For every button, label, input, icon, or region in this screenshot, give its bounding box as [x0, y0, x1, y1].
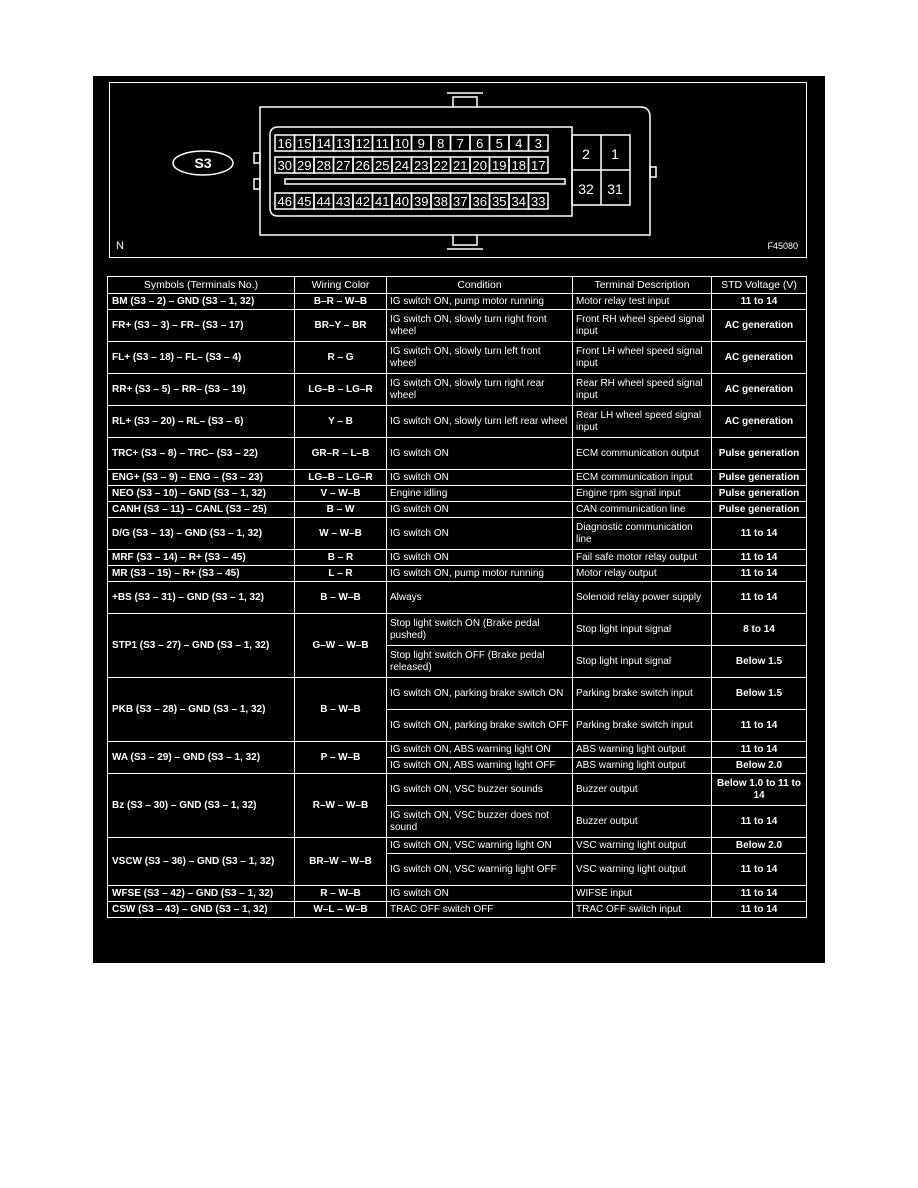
terminal-description-cell: Motor relay test input	[573, 294, 712, 310]
table-row	[108, 774, 807, 806]
terminal-number: 23	[414, 158, 429, 173]
wiring-color-cell: BR–Y – BR	[295, 310, 387, 342]
std-voltage-cell: 11 to 14	[712, 518, 807, 550]
std-voltage-cell: Below 1.0 to 11 to 14	[712, 774, 807, 806]
condition-cell: IG switch ON, VSC buzzer does not sound	[387, 806, 573, 838]
wiring-color-cell: LG–B – LG–R	[295, 374, 387, 406]
latch-bottom	[453, 235, 477, 245]
header-condition: Condition	[387, 277, 573, 294]
wiring-color-cell: BR–W – W–B	[295, 838, 387, 886]
symbol-cell: STP1 (S3 – 27) – GND (S3 – 1, 32)	[108, 614, 295, 678]
terminal-number: 38	[433, 194, 448, 209]
std-voltage-cell: 11 to 14	[712, 806, 807, 838]
terminal-number: 26	[355, 158, 370, 173]
terminal-number: 22	[433, 158, 448, 173]
side-key-left-2	[254, 179, 260, 189]
table-body	[108, 294, 807, 918]
terminal-number: 11	[375, 136, 389, 151]
terminal-number: 6	[476, 136, 484, 151]
symbol-cell: WFSE (S3 – 42) – GND (S3 – 1, 32)	[108, 886, 295, 902]
condition-cell: IG switch ON	[387, 550, 573, 566]
std-voltage-cell: 11 to 14	[712, 710, 807, 742]
std-voltage-cell: 8 to 14	[712, 614, 807, 646]
condition-cell: IG switch ON, slowly turn left rear wheel	[387, 406, 573, 438]
figure-id: F45080	[767, 241, 798, 251]
table-row	[108, 438, 807, 470]
symbol-cell: PKB (S3 – 28) – GND (S3 – 1, 32)	[108, 678, 295, 742]
terminal-number: 9	[417, 136, 425, 151]
terminal-number: 10	[394, 136, 409, 151]
terminal-description-cell: Engine rpm signal input	[573, 486, 712, 502]
terminal-number: 37	[453, 194, 468, 209]
table-row	[108, 406, 807, 438]
table-row	[108, 582, 807, 614]
condition-cell: IG switch ON	[387, 886, 573, 902]
terminal-number: 33	[531, 194, 546, 209]
table-row	[108, 502, 807, 518]
terminal-number: 24	[394, 158, 409, 173]
std-voltage-cell: 11 to 14	[712, 582, 807, 614]
terminal-description-cell: Front RH wheel speed signal input	[573, 310, 712, 342]
terminal-number: 17	[531, 158, 546, 173]
table-row	[108, 678, 807, 710]
terminal-number: 40	[394, 194, 409, 209]
terminal-number: 21	[453, 158, 468, 173]
table-row	[108, 550, 807, 566]
table-row	[108, 294, 807, 310]
wiring-color-cell: R – G	[295, 342, 387, 374]
terminal-number: 7	[456, 136, 464, 151]
terminal-number: 36	[472, 194, 487, 209]
terminal-number: 3	[534, 136, 542, 151]
wiring-color-cell: R–W – W–B	[295, 774, 387, 838]
symbol-cell: MRF (S3 – 14) – R+ (S3 – 45)	[108, 550, 295, 566]
symbol-cell: NEO (S3 – 10) – GND (S3 – 1, 32)	[108, 486, 295, 502]
terminal-number: 12	[355, 136, 370, 151]
symbol-cell: +BS (S3 – 31) – GND (S3 – 1, 32)	[108, 582, 295, 614]
side-key-right	[650, 167, 656, 177]
terminal-number: 45	[297, 194, 312, 209]
wiring-color-cell: G–W – W–B	[295, 614, 387, 678]
table-row	[108, 838, 807, 854]
wiring-color-cell: L – R	[295, 566, 387, 582]
header-std-voltage: STD Voltage (V)	[712, 277, 807, 294]
terminal-description-cell: ABS warning light output	[573, 758, 712, 774]
terminal-description-cell: ECM communication output	[573, 438, 712, 470]
terminal-number: 20	[472, 158, 487, 173]
symbol-cell: Bz (S3 – 30) – GND (S3 – 1, 32)	[108, 774, 295, 838]
header-wiring-color: Wiring Color	[295, 277, 387, 294]
condition-cell: IG switch ON, VSC warning light ON	[387, 838, 573, 854]
terminal-number: 39	[414, 194, 429, 209]
std-voltage-cell: Pulse generation	[712, 502, 807, 518]
terminal-description-cell: Stop light input signal	[573, 614, 712, 646]
terminal-description-cell: CAN communication line	[573, 502, 712, 518]
table-row	[108, 486, 807, 502]
terminal-number: 4	[515, 136, 523, 151]
terminal-number: 29	[297, 158, 312, 173]
power-terminal-number: 32	[578, 181, 594, 197]
terminal-description-cell: Stop light input signal	[573, 646, 712, 678]
std-voltage-cell: AC generation	[712, 342, 807, 374]
std-voltage-cell: 11 to 14	[712, 566, 807, 582]
terminal-description-cell: VSC warning light output	[573, 838, 712, 854]
terminal-table	[107, 276, 807, 918]
condition-cell: IG switch ON, VSC warning light OFF	[387, 854, 573, 886]
table-row	[108, 470, 807, 486]
std-voltage-cell: Pulse generation	[712, 438, 807, 470]
terminal-number: 42	[355, 194, 370, 209]
terminal-description-cell: TRAC OFF switch input	[573, 902, 712, 918]
terminal-description-cell: ECM communication input	[573, 470, 712, 486]
condition-cell: IG switch ON	[387, 502, 573, 518]
terminal-number: 16	[277, 136, 292, 151]
condition-cell: IG switch ON	[387, 518, 573, 550]
terminal-number: 41	[375, 194, 390, 209]
condition-cell: IG switch ON, VSC buzzer sounds	[387, 774, 573, 806]
condition-cell: IG switch ON, parking brake switch OFF	[387, 710, 573, 742]
std-voltage-cell: Below 1.5	[712, 678, 807, 710]
condition-cell: IG switch ON, ABS warning light ON	[387, 742, 573, 758]
std-voltage-cell: 11 to 14	[712, 902, 807, 918]
terminal-number: 25	[375, 158, 390, 173]
terminal-number: 30	[277, 158, 292, 173]
terminal-number: 34	[511, 194, 526, 209]
symbol-cell: D/G (S3 – 13) – GND (S3 – 1, 32)	[108, 518, 295, 550]
std-voltage-cell: Below 2.0	[712, 758, 807, 774]
terminal-description-cell: ABS warning light output	[573, 742, 712, 758]
condition-cell: IG switch ON, slowly turn left front wheel	[387, 342, 573, 374]
symbol-cell: RL+ (S3 – 20) – RL– (S3 – 6)	[108, 406, 295, 438]
side-key-left-1	[254, 153, 260, 163]
power-terminal-number: 31	[607, 181, 623, 197]
wiring-color-cell: V – W–B	[295, 486, 387, 502]
header-terminal-description: Terminal Description	[573, 277, 712, 294]
condition-cell: IG switch ON	[387, 470, 573, 486]
terminal-number: 15	[297, 136, 312, 151]
symbol-cell: WA (S3 – 29) – GND (S3 – 1, 32)	[108, 742, 295, 774]
terminal-description-cell: Rear RH wheel speed signal input	[573, 374, 712, 406]
terminal-description-cell: Diagnostic communication line	[573, 518, 712, 550]
wiring-color-cell: W–L – W–B	[295, 902, 387, 918]
wiring-color-cell: B – R	[295, 550, 387, 566]
table-row	[108, 310, 807, 342]
terminal-description-cell: Motor relay output	[573, 566, 712, 582]
connector-drawing	[110, 83, 805, 256]
terminal-description-cell: Buzzer output	[573, 806, 712, 838]
table-row	[108, 374, 807, 406]
std-voltage-cell: AC generation	[712, 310, 807, 342]
symbol-cell: FL+ (S3 – 18) – FL– (S3 – 4)	[108, 342, 295, 374]
table-header-row	[108, 277, 807, 294]
condition-cell: IG switch ON	[387, 438, 573, 470]
condition-cell: IG switch ON, pump motor running	[387, 566, 573, 582]
wiring-color-cell: P – W–B	[295, 742, 387, 774]
condition-cell: Stop light switch ON (Brake pedal pushed)	[387, 614, 573, 646]
condition-cell: Always	[387, 582, 573, 614]
terminal-number: 5	[495, 136, 503, 151]
wiring-color-cell: B – W–B	[295, 582, 387, 614]
condition-cell: TRAC OFF switch OFF	[387, 902, 573, 918]
std-voltage-cell: Pulse generation	[712, 470, 807, 486]
terminal-number: 46	[277, 194, 292, 209]
condition-cell: Stop light switch OFF (Brake pedal released)	[387, 646, 573, 678]
terminal-description-cell: Solenoid relay power supply	[573, 582, 712, 614]
std-voltage-cell: 11 to 14	[712, 294, 807, 310]
terminal-description-cell: Front LH wheel speed signal input	[573, 342, 712, 374]
table-row	[108, 886, 807, 902]
terminal-number: 27	[336, 158, 351, 173]
symbol-cell: CANH (S3 – 11) – CANL (S3 – 25)	[108, 502, 295, 518]
symbol-cell: FR+ (S3 – 3) – FR– (S3 – 17)	[108, 310, 295, 342]
terminal-number: 44	[316, 194, 331, 209]
terminal-number: 19	[492, 158, 507, 173]
terminal-number: 43	[336, 194, 351, 209]
wiring-color-cell: LG–B – LG–R	[295, 470, 387, 486]
std-voltage-cell: 11 to 14	[712, 854, 807, 886]
terminal-number: 35	[492, 194, 507, 209]
latch-top	[453, 97, 477, 107]
power-terminal-number: 1	[611, 146, 619, 162]
condition-cell: IG switch ON, slowly turn right front wheel	[387, 310, 573, 342]
std-voltage-cell: Pulse generation	[712, 486, 807, 502]
wiring-color-cell: GR–R – L–B	[295, 438, 387, 470]
terminal-description-cell: Rear LH wheel speed signal input	[573, 406, 712, 438]
table-row	[108, 614, 807, 646]
symbol-cell: CSW (S3 – 43) – GND (S3 – 1, 32)	[108, 902, 295, 918]
table-row	[108, 742, 807, 758]
condition-cell: IG switch ON, parking brake switch ON	[387, 678, 573, 710]
wiring-color-cell: W – W–B	[295, 518, 387, 550]
wiring-color-cell: Y – B	[295, 406, 387, 438]
symbol-cell: TRC+ (S3 – 8) – TRC– (S3 – 22)	[108, 438, 295, 470]
condition-cell: IG switch ON, pump motor running	[387, 294, 573, 310]
wiring-color-cell: B – W–B	[295, 678, 387, 742]
symbol-cell: BM (S3 – 2) – GND (S3 – 1, 32)	[108, 294, 295, 310]
center-rail	[285, 179, 565, 184]
symbol-cell: VSCW (S3 – 36) – GND (S3 – 1, 32)	[108, 838, 295, 886]
wiring-color-cell: R – W–B	[295, 886, 387, 902]
std-voltage-cell: 11 to 14	[712, 550, 807, 566]
figure-panel	[93, 76, 825, 963]
terminal-number: 28	[316, 158, 331, 173]
table-row	[108, 342, 807, 374]
symbol-cell: ENG+ (S3 – 9) – ENG – (S3 – 23)	[108, 470, 295, 486]
table-row	[108, 902, 807, 918]
symbol-cell: RR+ (S3 – 5) – RR– (S3 – 19)	[108, 374, 295, 406]
std-voltage-cell: Below 1.5	[712, 646, 807, 678]
terminal-description-cell: Parking brake switch input	[573, 710, 712, 742]
terminal-description-cell: Fail safe motor relay output	[573, 550, 712, 566]
table-row	[108, 566, 807, 582]
terminal-description-cell: VSC warning light output	[573, 854, 712, 886]
condition-cell: Engine idling	[387, 486, 573, 502]
connector-name-label: S3	[194, 155, 212, 171]
terminal-description-cell: Parking brake switch input	[573, 678, 712, 710]
terminal-description-cell: WIFSE input	[573, 886, 712, 902]
view-letter: N	[116, 240, 124, 252]
table-row	[108, 518, 807, 550]
std-voltage-cell: AC generation	[712, 406, 807, 438]
std-voltage-cell: AC generation	[712, 374, 807, 406]
power-terminal-number: 2	[582, 146, 590, 162]
wiring-color-cell: B–R – W–B	[295, 294, 387, 310]
connector-diagram	[109, 82, 807, 258]
std-voltage-cell: 11 to 14	[712, 742, 807, 758]
terminal-number: 8	[437, 136, 445, 151]
symbol-cell: MR (S3 – 15) – R+ (S3 – 45)	[108, 566, 295, 582]
condition-cell: IG switch ON, ABS warning light OFF	[387, 758, 573, 774]
wiring-color-cell: B – W	[295, 502, 387, 518]
terminal-number: 13	[336, 136, 351, 151]
terminal-description-cell: Buzzer output	[573, 774, 712, 806]
terminal-number: 14	[316, 136, 331, 151]
std-voltage-cell: 11 to 14	[712, 886, 807, 902]
condition-cell: IG switch ON, slowly turn right rear wheel	[387, 374, 573, 406]
header-symbols: Symbols (Terminals No.)	[108, 277, 295, 294]
terminal-number: 18	[511, 158, 526, 173]
std-voltage-cell: Below 2.0	[712, 838, 807, 854]
